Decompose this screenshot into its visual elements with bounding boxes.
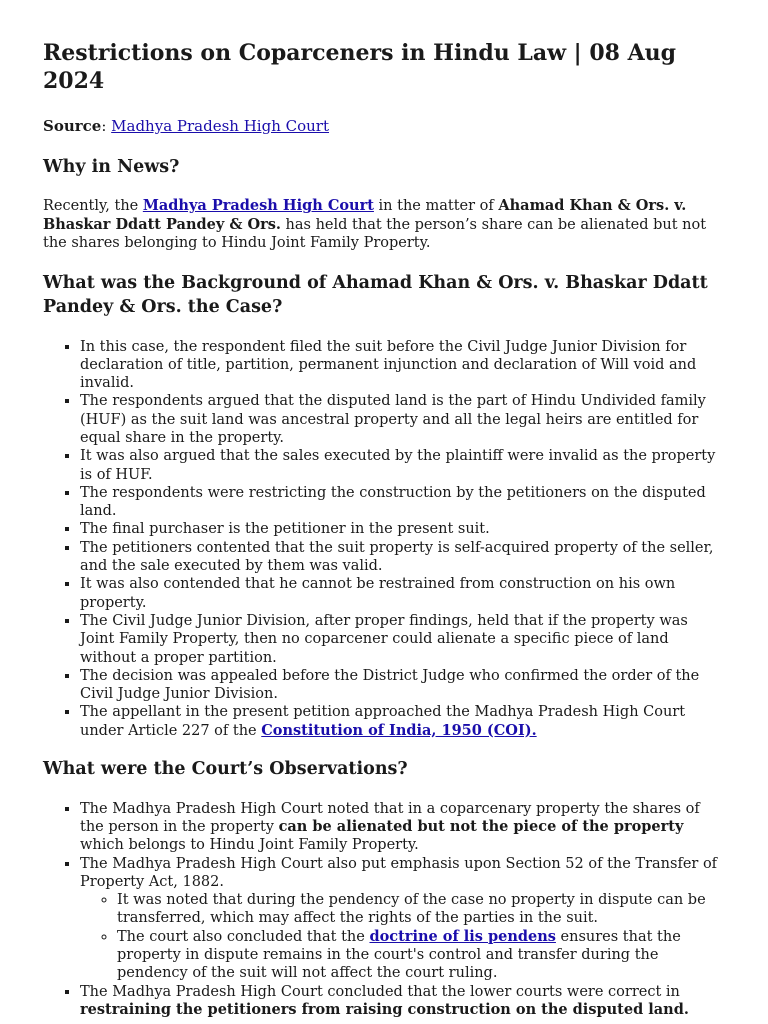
sub-2-text-2: ensures that the property in dispute remains in the court's control and transfer during the pendency of the suit will not affect the court ruling. [117,928,681,982]
why-text-2: in the matter of [373,198,499,215]
list-item [80,800,726,855]
obs-3-text: The Madhya Pradesh High Court concluded that the lower courts were correct in [80,983,680,1000]
constitution-link[interactable]: Constitution of India, 1950 (COI). [261,721,537,739]
sub-list [80,891,726,982]
list-item: ▪ The respondents were restricting the construction by the petitioners on the disputed land. [80,484,726,521]
background-list [43,338,726,741]
source-line [43,117,726,136]
list-item: ▪ It was also contended that he cannot be restrained from construction on his own property. [80,575,726,612]
obs-1-text-2: which belongs to Hindu Joint Family Property. [80,837,419,854]
obs-1-text: The Madhya Pradesh High Court noted that in a coparcenary property the shares of the person in the property [80,800,700,835]
why-paragraph [43,197,726,252]
list-item: ▪ The final purchaser is the petitioner in the present suit. [80,520,726,538]
why-case-name: Ahamad Khan & Ors. v. Bhaskar Ddatt Pandey & Ors. [43,197,687,233]
sub-list-item: ◦ It was noted that during the pendency of the case no property in dispute can be transferred, which may affect the rights of the parties in the suit. [117,891,726,928]
sub-2-text: The court also concluded that the [117,928,370,945]
list-item: ▪ The respondents argued that the disputed land is the part of Hindu Undivided family (HUF) as the suit land was ancestral property and all the legal heirs are entitled for equal share in the property. [80,392,726,447]
last-item-text: The appellant in the present petition approached the Madhya Pradesh High Court under Article 227 of the [80,704,686,739]
obs-3-bold: restraining the petitioners from raising construction on the disputed land. [80,1000,689,1018]
list-item [80,703,726,740]
why-text-1: Recently, the [43,198,143,215]
list-item: ▪ The petitioners contented that the suit property is self-acquired property of the seller, and the sale executed by them was valid. [80,539,726,576]
obs-2-text: The Madhya Pradesh High Court also put emphasis upon Section 52 of the Transfer of Property Act, 1882. [80,855,718,890]
sub-list-item [117,928,726,983]
list-item: ▪ It was also argued that the sales executed by the plaintiff were invalid as the property is of HUF. [80,447,726,484]
list-item [80,983,726,1020]
why-court-link[interactable]: Madhya Pradesh High Court [142,197,374,215]
list-item [80,855,726,983]
background-heading: What was the Background of Ahamad Khan & Ors. v. Bhaskar Ddatt Pandey & Ors. the Case? [43,273,708,317]
lis-pendens-link[interactable]: doctrine of lis pendens [369,927,556,945]
list-item: ▪ In this case, the respondent filed the suit before the Civil Judge Junior Division for declaration of title, partition, permanent injunction and declaration of Will void and invalid. [80,338,726,393]
page-title: Restrictions on Coparceners in Hindu Law | 08 Aug 2024 [43,40,677,94]
observations-heading: What were the Court’s Observations? [43,759,408,780]
list-item: ▪ The Civil Judge Junior Division, after proper findings, held that if the property was Joint Family Property, then no coparcener could alienate a specific piece of land without a proper partition. [80,612,726,667]
source-link[interactable]: Madhya Pradesh High Court [111,117,329,135]
observations-list [43,800,726,1020]
obs-1-bold: can be alienated but not the piece of the property [278,817,684,835]
why-text-3: has held that the person’s share can be alienated but not the shares belonging to Hindu Joint Family Property. [43,216,707,251]
source-label: Source [43,117,102,135]
why-heading: Why in News? [43,156,180,177]
source-separator: : [101,117,112,135]
list-item: ▪ The decision was appealed before the District Judge who confirmed the order of the Civil Judge Junior Division. [80,667,726,704]
